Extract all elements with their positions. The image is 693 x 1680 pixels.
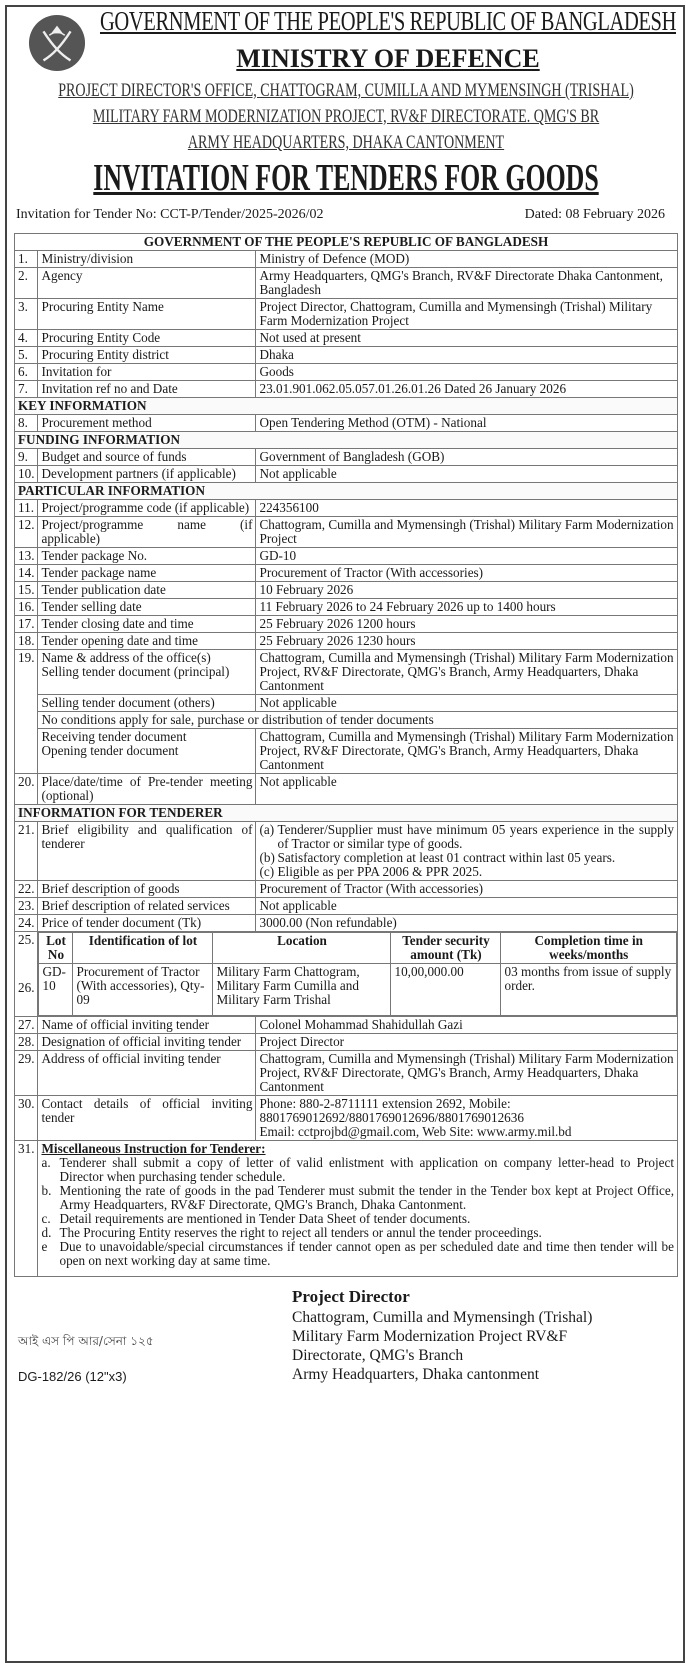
section-title: INFORMATION FOR TENDERER	[15, 805, 678, 822]
row-label: Designation of official inviting tender	[38, 1034, 256, 1051]
lot-header: Tender security amount (Tk)	[391, 933, 501, 964]
row-value	[256, 616, 678, 633]
table-row	[15, 729, 678, 774]
row-note: No conditions apply for sale, purchase or distribution of tender documents	[38, 712, 678, 729]
row-number: 6.	[15, 364, 38, 381]
row-number: 18.	[15, 633, 38, 650]
table-row	[15, 898, 678, 915]
row-number: 31.	[15, 1141, 38, 1277]
row-value	[256, 582, 678, 599]
row-number: 19.	[15, 650, 38, 774]
item-text: Detail requirements are mentioned in Tender Data Sheet of tender documents.	[59, 1211, 471, 1226]
row-label: Tender publication date	[38, 582, 256, 599]
item-key: (a)	[259, 822, 275, 837]
lot-header: Identification of lot	[73, 933, 213, 964]
lot-row	[15, 932, 678, 1017]
lot-cell	[38, 932, 678, 1017]
office-line-2: MILITARY FARM MODERNIZATION PROJECT, RV&F DIRECTORATE. QMG'S BR	[92, 106, 600, 127]
section-title: FUNDING INFORMATION	[15, 432, 678, 449]
table-heading: GOVERNMENT OF THE PEOPLE'S REPUBLIC OF BANGLADESH	[15, 234, 678, 251]
row-number: 13.	[15, 548, 38, 565]
value-text: 224356100	[259, 500, 319, 515]
section-row	[15, 483, 678, 500]
value-text: 3000.00 (Non refundable)	[259, 915, 397, 930]
government-heading: GOVERNMENT OF THE PEOPLE'S REPUBLIC OF BANGLADESH	[99, 6, 677, 36]
row-number: 2.	[15, 268, 38, 299]
row-label	[38, 729, 256, 774]
row-number: 25.	[18, 932, 35, 947]
row-value	[256, 251, 678, 268]
value-text: GD-10	[259, 548, 297, 563]
table-row	[15, 330, 678, 347]
value-text: 10 February 2026	[259, 582, 354, 597]
table-row	[15, 633, 678, 650]
misc-item	[41, 1240, 674, 1268]
misc-cell	[38, 1141, 678, 1277]
row-value	[256, 268, 678, 299]
misc-item	[41, 1212, 674, 1226]
item-text: Tenderer shall submit a copy of letter of valid enlistment with application on company letter-head to Project Director when purchasing tender schedule.	[59, 1155, 674, 1184]
eligibility-item	[259, 851, 674, 865]
lot-header: Lot No	[39, 933, 73, 964]
row-number: 4.	[15, 330, 38, 347]
item-text: The Procuring Entity reserves the right to reject all tenders or annul the tender proceedings.	[59, 1225, 542, 1240]
value-text: Not applicable	[259, 774, 337, 789]
row-label: Ministry/division	[38, 251, 256, 268]
signatory-title: Project Director	[292, 1287, 410, 1306]
lot-header: Completion time in weeks/months	[501, 933, 677, 964]
value-text: Chattogram, Cumilla and Mymensingh (Trishal) Military Farm Modernization Project	[259, 517, 674, 546]
table-row	[15, 251, 678, 268]
row-number: 28.	[15, 1034, 38, 1051]
table-row	[15, 449, 678, 466]
row-value	[256, 915, 678, 932]
row-label: Development partners (if applicable)	[38, 466, 256, 483]
item-key: b.	[41, 1183, 52, 1198]
lot-cell-value: GD-10	[39, 964, 73, 1016]
value-text: 11 February 2026 to 24 February 2026 up to 1400 hours	[259, 599, 556, 614]
row-value	[256, 774, 678, 805]
signature-block	[292, 1287, 678, 1384]
eligibility-item	[259, 865, 674, 879]
row-value	[256, 381, 678, 398]
row-number: 10.	[15, 466, 38, 483]
row-number: 9.	[15, 449, 38, 466]
row-number: 11.	[15, 500, 38, 517]
value-text: Army Headquarters, QMG's Branch, RV&F Directorate Dhaka Cantonment, Bangladesh	[259, 268, 663, 297]
row-number: 22.	[15, 881, 38, 898]
ministry-heading: MINISTRY OF DEFENCE	[236, 44, 540, 73]
row-label: Agency	[38, 268, 256, 299]
lot-header: Location	[213, 933, 391, 964]
eligibility-item	[259, 823, 674, 851]
table-heading-row	[15, 234, 678, 251]
row-label: Contact details of official inviting tender	[38, 1096, 256, 1141]
lot-header-row	[39, 933, 677, 964]
row-value	[256, 330, 678, 347]
tender-reference: Invitation for Tender No: CCT-P/Tender/2025-2026/02	[16, 207, 324, 222]
row-label: Price of tender document (Tk)	[38, 915, 256, 932]
label-text: Receiving tender document	[41, 729, 187, 744]
value-text: Not applicable	[259, 898, 337, 913]
row-value	[256, 500, 678, 517]
lot-cell-value: Military Farm Chattogram, Military Farm Cumilla and Military Farm Trishal	[213, 964, 391, 1016]
row-value: Not applicable	[256, 695, 678, 712]
row-label: Name of official inviting tender	[38, 1017, 256, 1034]
lot-cell-value: 10,00,000.00	[391, 964, 501, 1016]
value-text: Government of Bangladesh (GOB)	[259, 449, 445, 464]
row-label: Brief description of related services	[38, 898, 256, 915]
row-value	[256, 1051, 678, 1096]
row-number: 26.	[18, 980, 35, 995]
office-line-1: PROJECT DIRECTOR'S OFFICE, CHATTOGRAM, CUMILLA AND MYMENSINGH (TRISHAL)	[58, 80, 634, 101]
table-row	[15, 1034, 678, 1051]
row-value	[256, 599, 678, 616]
row-value	[256, 1017, 678, 1034]
value-text: Phone: 880-2-8711111 extension 2692, Mobile: 8801769012692/8801769012696/8801769012636	[259, 1096, 524, 1125]
table-row	[15, 774, 678, 805]
table-row	[15, 415, 678, 432]
table-row	[15, 466, 678, 483]
tender-table	[14, 233, 678, 1277]
tender-date: Dated: 08 February 2026	[524, 207, 665, 222]
row-value	[256, 1096, 678, 1141]
table-row	[15, 500, 678, 517]
row-value	[256, 415, 678, 432]
table-row	[15, 548, 678, 565]
value-text: Dhaka	[259, 347, 294, 362]
row-number: 16.	[15, 599, 38, 616]
table-row	[15, 299, 678, 330]
row-label: Tender package name	[38, 565, 256, 582]
row-value	[256, 1034, 678, 1051]
row-label: Procurement method	[38, 415, 256, 432]
table-row	[15, 381, 678, 398]
row-label: Selling tender document (others)	[38, 695, 256, 712]
table-row	[15, 650, 678, 695]
row-label: Tender selling date	[38, 599, 256, 616]
table-row	[15, 347, 678, 364]
row-value	[256, 299, 678, 330]
value-text: Procurement of Tractor (With accessories)	[259, 881, 484, 896]
value-text: Ministry of Defence (MOD)	[259, 251, 410, 266]
value-text: Email: cctprojbd@gmail.com, Web Site: www.army.mil.bd	[259, 1124, 572, 1139]
table-row	[15, 565, 678, 582]
item-text: Tenderer/Supplier must have minimum 05 years experience in the supply of Tractor or similar type of goods.	[277, 822, 674, 851]
spacer	[18, 947, 34, 981]
table-row	[15, 616, 678, 633]
row-label	[38, 650, 256, 695]
misc-item	[41, 1226, 674, 1240]
row-number: 23.	[15, 898, 38, 915]
misc-item	[41, 1184, 674, 1212]
value-text: 25 February 2026 1230 hours	[259, 633, 416, 648]
row-value	[256, 449, 678, 466]
item-key: d.	[41, 1225, 52, 1240]
row-label: Tender closing date and time	[38, 616, 256, 633]
row-number: 14.	[15, 565, 38, 582]
table-row	[15, 582, 678, 599]
table-row	[15, 1141, 678, 1277]
item-text: Due to unavoidable/special circumstances if tender cannot open as per scheduled date and time then tender will be open on next working day at same time.	[59, 1239, 674, 1268]
value-text: Procurement of Tractor (With accessories)	[259, 565, 484, 580]
table-row	[15, 364, 678, 381]
dg-code: DG-182/26 (12"x3)	[18, 1369, 127, 1384]
misc-title: Miscellaneous Instruction for Tenderer:	[41, 1141, 266, 1156]
value-text: Not applicable	[259, 466, 337, 481]
row-number: 30.	[15, 1096, 38, 1141]
row-number: 24.	[15, 915, 38, 932]
signatory-line: Directorate, QMG's Branch	[292, 1347, 464, 1364]
section-row	[15, 432, 678, 449]
item-key: (c)	[259, 864, 275, 879]
table-row	[15, 517, 678, 548]
ispr-code: আই এস পি আর/সেনা ১২৫	[18, 1334, 154, 1348]
row-value	[256, 364, 678, 381]
table-row	[15, 712, 678, 729]
label-text: Selling tender document (principal)	[41, 664, 230, 679]
value-text: Chattogram, Cumilla and Mymensingh (Trishal) Military Farm Modernization Project, RV&F Directorate, QMG's Branch, Army Headquarters, Dhaka Cantonment	[259, 1051, 674, 1094]
row-value	[256, 898, 678, 915]
row-label: Invitation ref no and Date	[38, 381, 256, 398]
value-text: 23.01.901.062.05.057.01.26.01.26 Dated 26 January 2026	[259, 381, 567, 396]
row-number: 7.	[15, 381, 38, 398]
row-value	[256, 633, 678, 650]
item-text: Mentioning the rate of goods in the pad Tenderer must submit the tender in the Tender box kept at Project Office, Army Headquarters, RV&F Directorate, QMG's Branch, Dhaka Cantonment.	[59, 1183, 674, 1212]
row-value: Chattogram, Cumilla and Mymensingh (Trishal) Military Farm Modernization Project, RV&F Directorate, QMG's Branch, Army Headquarters, Dhaka Cantonment	[256, 650, 678, 695]
row-number: 29.	[15, 1051, 38, 1096]
lot-cell-value: 03 months from issue of supply order.	[501, 964, 677, 1016]
table-row	[15, 915, 678, 932]
row-number: 12.	[15, 517, 38, 548]
misc-item	[41, 1156, 674, 1184]
row-number: 5.	[15, 347, 38, 364]
table-row	[15, 1017, 678, 1034]
row-value	[256, 548, 678, 565]
row-value	[256, 822, 678, 881]
signatory-line: Army Headquarters, Dhaka cantonment	[292, 1366, 540, 1383]
row-label: Place/date/time of Pre-tender meeting (optional)	[38, 774, 256, 805]
row-value	[256, 466, 678, 483]
value-text: Goods	[259, 364, 294, 379]
section-title: PARTICULAR INFORMATION	[15, 483, 678, 500]
row-number: 8.	[15, 415, 38, 432]
value-text: Project Director	[259, 1034, 345, 1049]
lot-data-row	[39, 964, 677, 1016]
notice-title: INVITATION FOR TENDERS FOR GOODS	[93, 157, 599, 199]
row-label: Invitation for	[38, 364, 256, 381]
row-value	[256, 347, 678, 364]
item-key: (b)	[259, 850, 275, 865]
item-key: e	[41, 1239, 48, 1254]
item-key: c.	[41, 1211, 51, 1226]
row-value	[256, 565, 678, 582]
table-row	[15, 268, 678, 299]
section-title: KEY INFORMATION	[15, 398, 678, 415]
row-label: Procuring Entity district	[38, 347, 256, 364]
row-label: Address of official inviting tender	[38, 1051, 256, 1096]
table-row	[15, 695, 678, 712]
label-text: Opening tender document	[41, 743, 179, 758]
table-row	[15, 1096, 678, 1141]
section-row	[15, 398, 678, 415]
lot-table	[38, 932, 677, 1016]
row-number: 3.	[15, 299, 38, 330]
value-text: 25 February 2026 1200 hours	[259, 616, 416, 631]
row-value	[256, 881, 678, 898]
table-row	[15, 881, 678, 898]
row-label: Budget and source of funds	[38, 449, 256, 466]
row-label: Tender opening date and time	[38, 633, 256, 650]
value-text: Not used at present	[259, 330, 361, 345]
row-label: Tender package No.	[38, 548, 256, 565]
row-number: 15.	[15, 582, 38, 599]
signatory-line: Chattogram, Cumilla and Mymensingh (Trishal)	[292, 1309, 593, 1326]
row-label: Brief eligibility and qualification of tenderer	[38, 822, 256, 881]
row-value	[256, 517, 678, 548]
table-row	[15, 1051, 678, 1096]
table-row	[15, 822, 678, 881]
lot-cell-value: Procurement of Tractor (With accessories), Qty-09	[73, 964, 213, 1016]
item-key: a.	[41, 1155, 51, 1170]
row-label: Procuring Entity Name	[38, 299, 256, 330]
item-text: Satisfactory completion at least 01 contract within last 05 years.	[277, 850, 616, 865]
row-label: Brief description of goods	[38, 881, 256, 898]
label-text: Name & address of the office(s)	[41, 650, 211, 665]
value-text: Colonel Mohammad Shahidullah Gazi	[259, 1017, 463, 1032]
section-row	[15, 805, 678, 822]
row-label: Procuring Entity Code	[38, 330, 256, 347]
row-label: Project/programme code (if applicable)	[38, 500, 256, 517]
row-number: 21.	[15, 822, 38, 881]
row-value: Chattogram, Cumilla and Mymensingh (Trishal) Military Farm Modernization Project, RV&F Directorate, QMG's Branch, Army Headquarters, Dhaka Cantonment	[256, 729, 678, 774]
office-line-3: ARMY HEADQUARTERS, DHAKA CANTONMENT	[187, 132, 505, 153]
row-number: 27.	[15, 1017, 38, 1034]
item-text: Eligible as per PPA 2006 & PPR 2025.	[277, 864, 483, 879]
row-number: 1.	[15, 251, 38, 268]
row-number: 20.	[15, 774, 38, 805]
row-label: Project/programme name (if applicable)	[38, 517, 256, 548]
notice-footer	[14, 1287, 678, 1384]
value-text: Project Director, Chattogram, Cumilla and Mymensingh (Trishal) Military Farm Modernization Project	[259, 299, 653, 328]
table-row	[15, 599, 678, 616]
value-text: Open Tendering Method (OTM) - National	[259, 415, 487, 430]
footer-codes	[14, 1287, 154, 1384]
row-number	[15, 932, 38, 1017]
row-number: 17.	[15, 616, 38, 633]
signatory-line: Military Farm Modernization Project RV&F	[292, 1328, 568, 1345]
